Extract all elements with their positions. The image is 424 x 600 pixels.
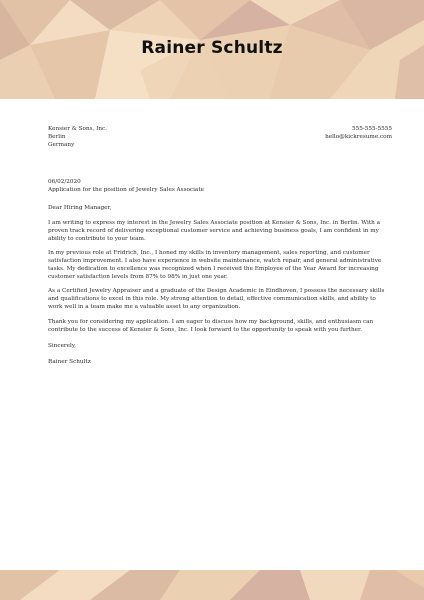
header-background xyxy=(0,0,424,99)
letter-paragraph-1: I am writing to express my interest in the Jewelry Sales Associate position at Kensier & Sons, Inc. in Berlin. With a proven track record of delivering exceptional customer service and achieving business goals, I am confident in my ability to contribute to your team. xyxy=(48,219,380,242)
footer-background xyxy=(0,570,424,600)
letter-paragraph-2: In my previous role at Fridrich, Inc., I honed my skills in inventory management, sales reporting, and customer satisfaction improvement. I also have experience in website maintenance, watch repair, and general administrative tasks. My dedication to excellence was recognized when I received the Employee of the Year Award for increasing customer satisfaction levels from 87% to 98% in just one year. xyxy=(48,249,382,281)
applicant-name: Rainer Schultz xyxy=(141,38,283,58)
letter-date: 06/02/2020 xyxy=(48,179,81,186)
recipient-city: Berlin xyxy=(48,134,66,141)
sender-contact xyxy=(325,125,392,149)
letter-signature: Rainer Schultz xyxy=(48,358,91,365)
sender-email[interactable]: hello@kickresume.com xyxy=(325,134,392,141)
letter-paragraph-4: Thank you for considering my application. I am eager to discuss how my background, skills, and enthusiasm can contribute to the success of Kensier & Sons, Inc. I look forward to the opportunity to speak with you further. xyxy=(48,318,374,333)
letter-paragraph-3: As a Certified Jewelry Appraiser and a graduate of the Design Academic in Eindhoven, I possess the necessary skills and qualifications to excel in this role. My strong attention to detail, effective communication skills, and ability to work well in a team make me a valuable asset to any organization. xyxy=(48,288,385,311)
recipient-address xyxy=(48,125,107,149)
footer-geometric-pattern xyxy=(0,570,424,600)
sender-phone: 555-555-5555 xyxy=(351,126,392,132)
letter-salutation: Dear Hiring Manager, xyxy=(48,205,112,212)
letter-body xyxy=(48,125,392,366)
recipient-company: Kensier & Sons, Inc. xyxy=(48,126,108,132)
letter-subject: Application for the position of Jewelry Sales Associate xyxy=(48,187,204,194)
address-block xyxy=(48,125,392,149)
recipient-country: Germany xyxy=(48,142,75,149)
letter-closing: Sincerely, xyxy=(48,342,77,349)
